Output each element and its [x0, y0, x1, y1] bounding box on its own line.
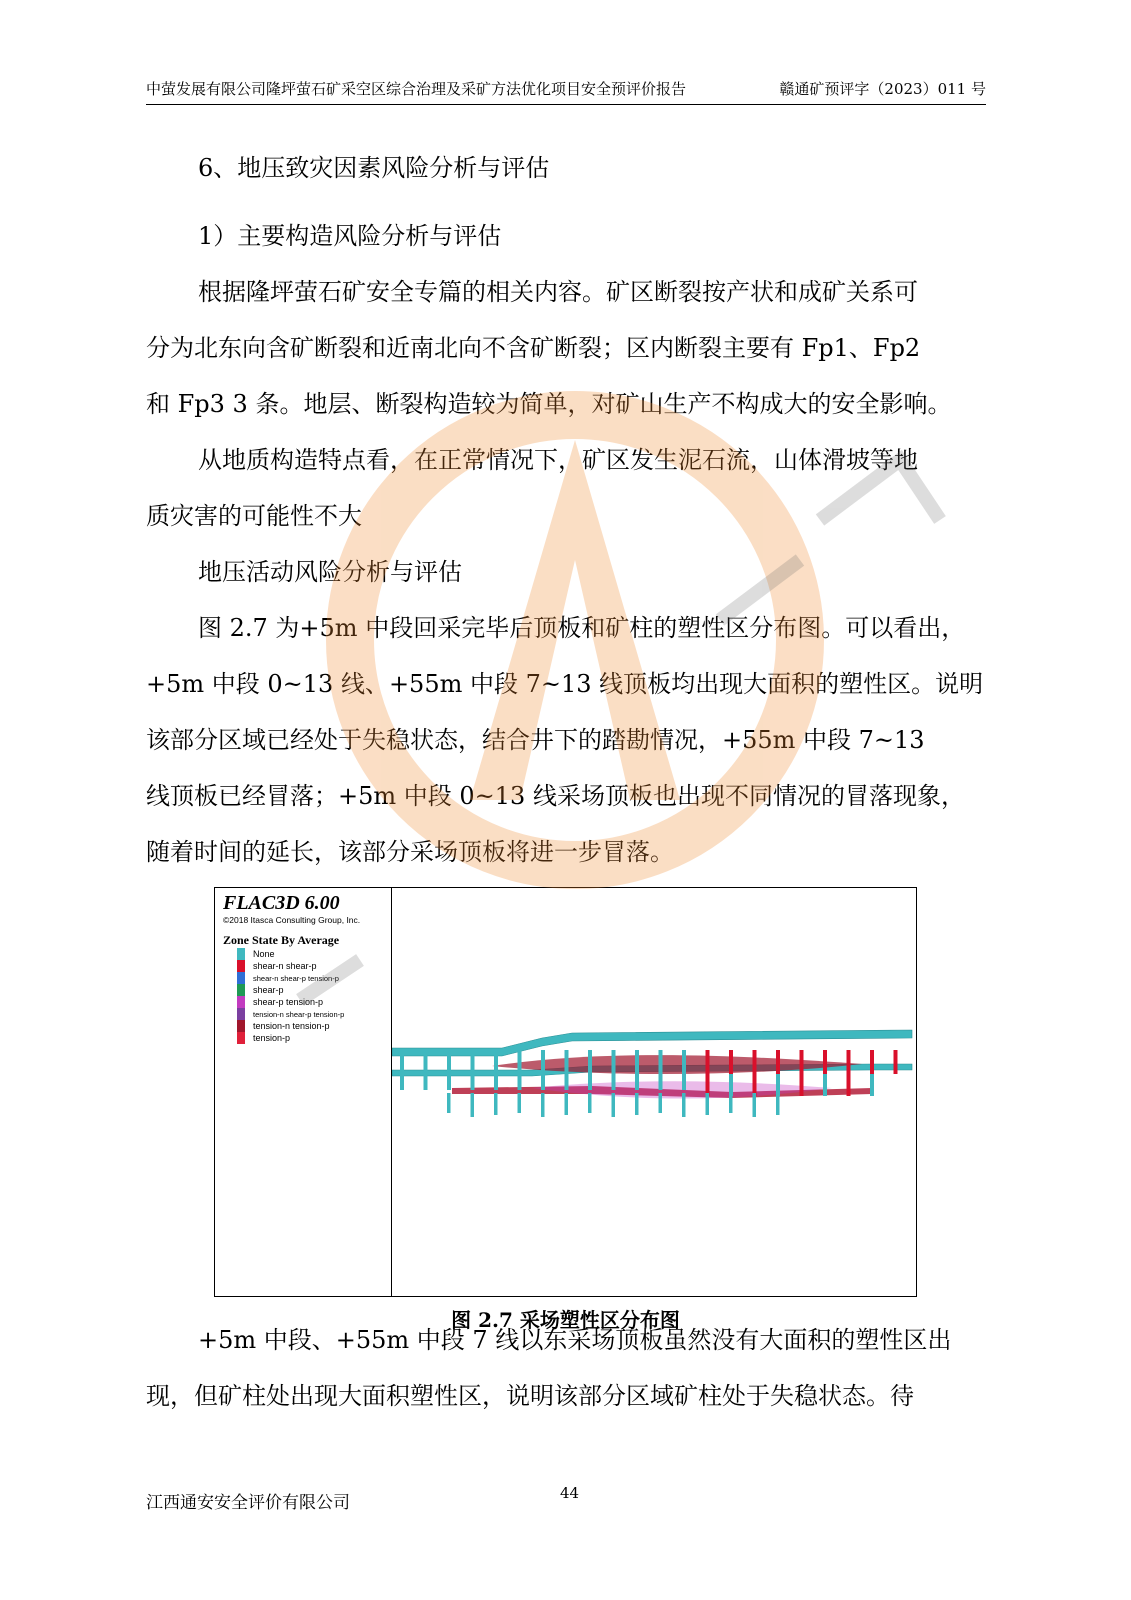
pillar-upper: [400, 1050, 404, 1074]
software-copyright: ©2018 Itasca Consulting Group, Inc.: [223, 915, 361, 925]
pillar-upper: [612, 1050, 616, 1074]
pillar-upper: [753, 1050, 757, 1074]
pillar-lower: [471, 1093, 475, 1117]
plastic-zone-model: [392, 888, 916, 1296]
pillar-upper: [447, 1050, 451, 1074]
figure-caption: 图 2.7 采场塑性区分布图: [451, 1308, 680, 1332]
legend-label: None: [253, 949, 275, 959]
legend-title: Zone State By Average: [223, 933, 340, 947]
figure-legend: [223, 892, 387, 1044]
pillar-middle: [776, 1074, 780, 1096]
pillar-middle: [870, 1074, 874, 1096]
pillar-lower: [776, 1093, 780, 1115]
legend-label: shear-n shear-p tension-p: [253, 973, 339, 983]
legend-item: [237, 960, 387, 972]
legend-item: [237, 1008, 387, 1020]
pillar-middle: [518, 1074, 522, 1090]
legend-swatch: [237, 948, 245, 960]
pillar-lower: [682, 1093, 686, 1117]
paragraph-line: 线顶板已经冒落；+5m 中段 0~13 线采场顶板也出现不同情况的冒落现象，: [146, 782, 965, 810]
pillar-middle: [800, 1074, 804, 1096]
legend-item: [237, 948, 387, 960]
pillar-lower: [494, 1093, 498, 1115]
pillar-lower: [612, 1093, 616, 1117]
pillar-upper: [565, 1050, 569, 1074]
pillar-lower: [659, 1093, 663, 1113]
section-heading-6: 6、地压致灾因素风险分析与评估: [198, 154, 550, 182]
paragraph-line: 该部分区域已经处于失稳状态，结合井下的踏勘情况，+55m 中段 7~13: [146, 726, 925, 754]
pillar-upper: [706, 1050, 710, 1074]
pillar-middle: [588, 1074, 592, 1090]
legend-item: [237, 1020, 387, 1032]
subsection-heading-2: 地压活动风险分析与评估: [198, 558, 462, 586]
pillar-lower: [518, 1093, 522, 1113]
pillar-middle: [635, 1074, 639, 1090]
pillar-middle: [424, 1074, 428, 1090]
paragraph-line: 分为北东向含矿断裂和近南北向不含矿断裂；区内断裂主要有 Fp1、Fp2: [146, 334, 921, 362]
legend-swatch: [237, 1008, 245, 1020]
pillar-upper: [823, 1050, 827, 1074]
pillar-upper: [776, 1050, 780, 1074]
legend-swatch: [237, 960, 245, 972]
legend-swatch: [237, 1020, 245, 1032]
pillar-lower: [729, 1093, 733, 1113]
pillar-middle: [753, 1074, 757, 1096]
pillar-middle: [706, 1074, 710, 1096]
legend-label: tension-n tension-p: [253, 1021, 330, 1031]
pillar-upper: [494, 1050, 498, 1074]
pillar-middle: [729, 1074, 733, 1096]
pillar-middle: [682, 1074, 686, 1090]
legend-swatch: [237, 984, 245, 996]
legend-item: [237, 984, 387, 996]
legend-label: shear-p tension-p: [253, 997, 324, 1007]
legend-swatch: [237, 1032, 245, 1044]
pillar-upper: [518, 1050, 522, 1074]
pillar-middle: [565, 1074, 569, 1090]
pillar-upper: [729, 1050, 733, 1074]
legend-swatch: [237, 972, 245, 984]
pillar-lower: [706, 1093, 710, 1115]
paragraph-line: 根据隆坪萤石矿安全专篇的相关内容。矿区断裂按产状和成矿关系可: [198, 278, 918, 306]
pillar-upper: [635, 1050, 639, 1074]
legend-item: [237, 996, 387, 1008]
paragraph-line: 和 Fp3 3 条。地层、断裂构造较为简单，对矿山生产不构成大的安全影响。: [146, 390, 952, 418]
legend-label: shear-n shear-p: [253, 961, 317, 971]
page-number: 44: [560, 1484, 580, 1502]
pillar-upper: [847, 1050, 851, 1074]
pillar-middle: [823, 1074, 827, 1096]
pillar-upper: [541, 1050, 545, 1074]
pillar-middle: [471, 1074, 475, 1090]
pillar-lower: [635, 1093, 639, 1115]
pillar-lower: [565, 1093, 569, 1115]
legend-label: tension-p: [253, 1033, 291, 1043]
header-rule: [146, 104, 986, 105]
subsection-heading-1: 1）主要构造风险分析与评估: [198, 222, 502, 250]
pillar-lower: [753, 1093, 757, 1117]
page-header: [146, 78, 986, 99]
pillar-upper: [588, 1050, 592, 1074]
pillar-middle: [494, 1074, 498, 1090]
paragraph-line: 图 2.7 为+5m 中段回采完毕后顶板和矿柱的塑性区分布图。可以看出，: [198, 614, 966, 642]
roof-band-upper: [392, 1030, 912, 1056]
pillar-middle: [400, 1074, 404, 1090]
pillar-upper: [800, 1050, 804, 1074]
pillar-lower: [447, 1093, 451, 1113]
header-doc-number: 赣通矿预评字（2023）011 号: [779, 80, 986, 98]
pillar-middle: [659, 1074, 663, 1090]
pillar-middle: [447, 1074, 451, 1090]
pillar-upper: [424, 1050, 428, 1074]
pillar-middle: [847, 1074, 851, 1096]
paragraph-line: +5m 中段、+55m 中段 7 线以东采场顶板虽然没有大面积的塑性区出: [198, 1326, 952, 1354]
footer-company: 江西通安安全评价有限公司: [146, 1493, 350, 1513]
legend-label: shear-p: [253, 985, 284, 995]
header-title: 中萤发展有限公司隆坪萤石矿采空区综合治理及采矿方法优化项目安全预评价报告: [146, 80, 687, 98]
paragraph-line: 现，但矿柱处出现大面积塑性区，说明该部分区域矿柱处于失稳状态。待: [146, 1382, 914, 1410]
legend-items: [223, 948, 387, 1044]
pillar-lower: [588, 1093, 592, 1113]
pillar-upper: [659, 1050, 663, 1074]
pillar-middle: [612, 1074, 616, 1090]
pillar-upper: [870, 1050, 874, 1074]
legend-label: tension-n shear-p tension-p: [253, 1009, 345, 1019]
pillar-upper: [471, 1050, 475, 1074]
paragraph-line: 从地质构造特点看，在正常情况下，矿区发生泥石流，山体滑坡等地: [198, 446, 918, 474]
paragraph-line: 质灾害的可能性不大: [146, 502, 362, 530]
pillar-upper: [894, 1050, 898, 1074]
figure-frame: [214, 887, 917, 1297]
software-title: FLAC3D 6.00: [223, 892, 340, 914]
pillar-upper: [682, 1050, 686, 1074]
legend-item: [237, 972, 387, 984]
legend-item: [237, 1032, 387, 1044]
legend-swatch: [237, 996, 245, 1008]
pillar-middle: [541, 1074, 545, 1090]
pillar-lower: [541, 1093, 545, 1117]
paragraph-line: 随着时间的延长，该部分采场顶板将进一步冒落。: [146, 838, 674, 866]
paragraph-line: +5m 中段 0~13 线、+55m 中段 7~13 线顶板均出现大面积的塑性区。说明: [146, 670, 984, 698]
